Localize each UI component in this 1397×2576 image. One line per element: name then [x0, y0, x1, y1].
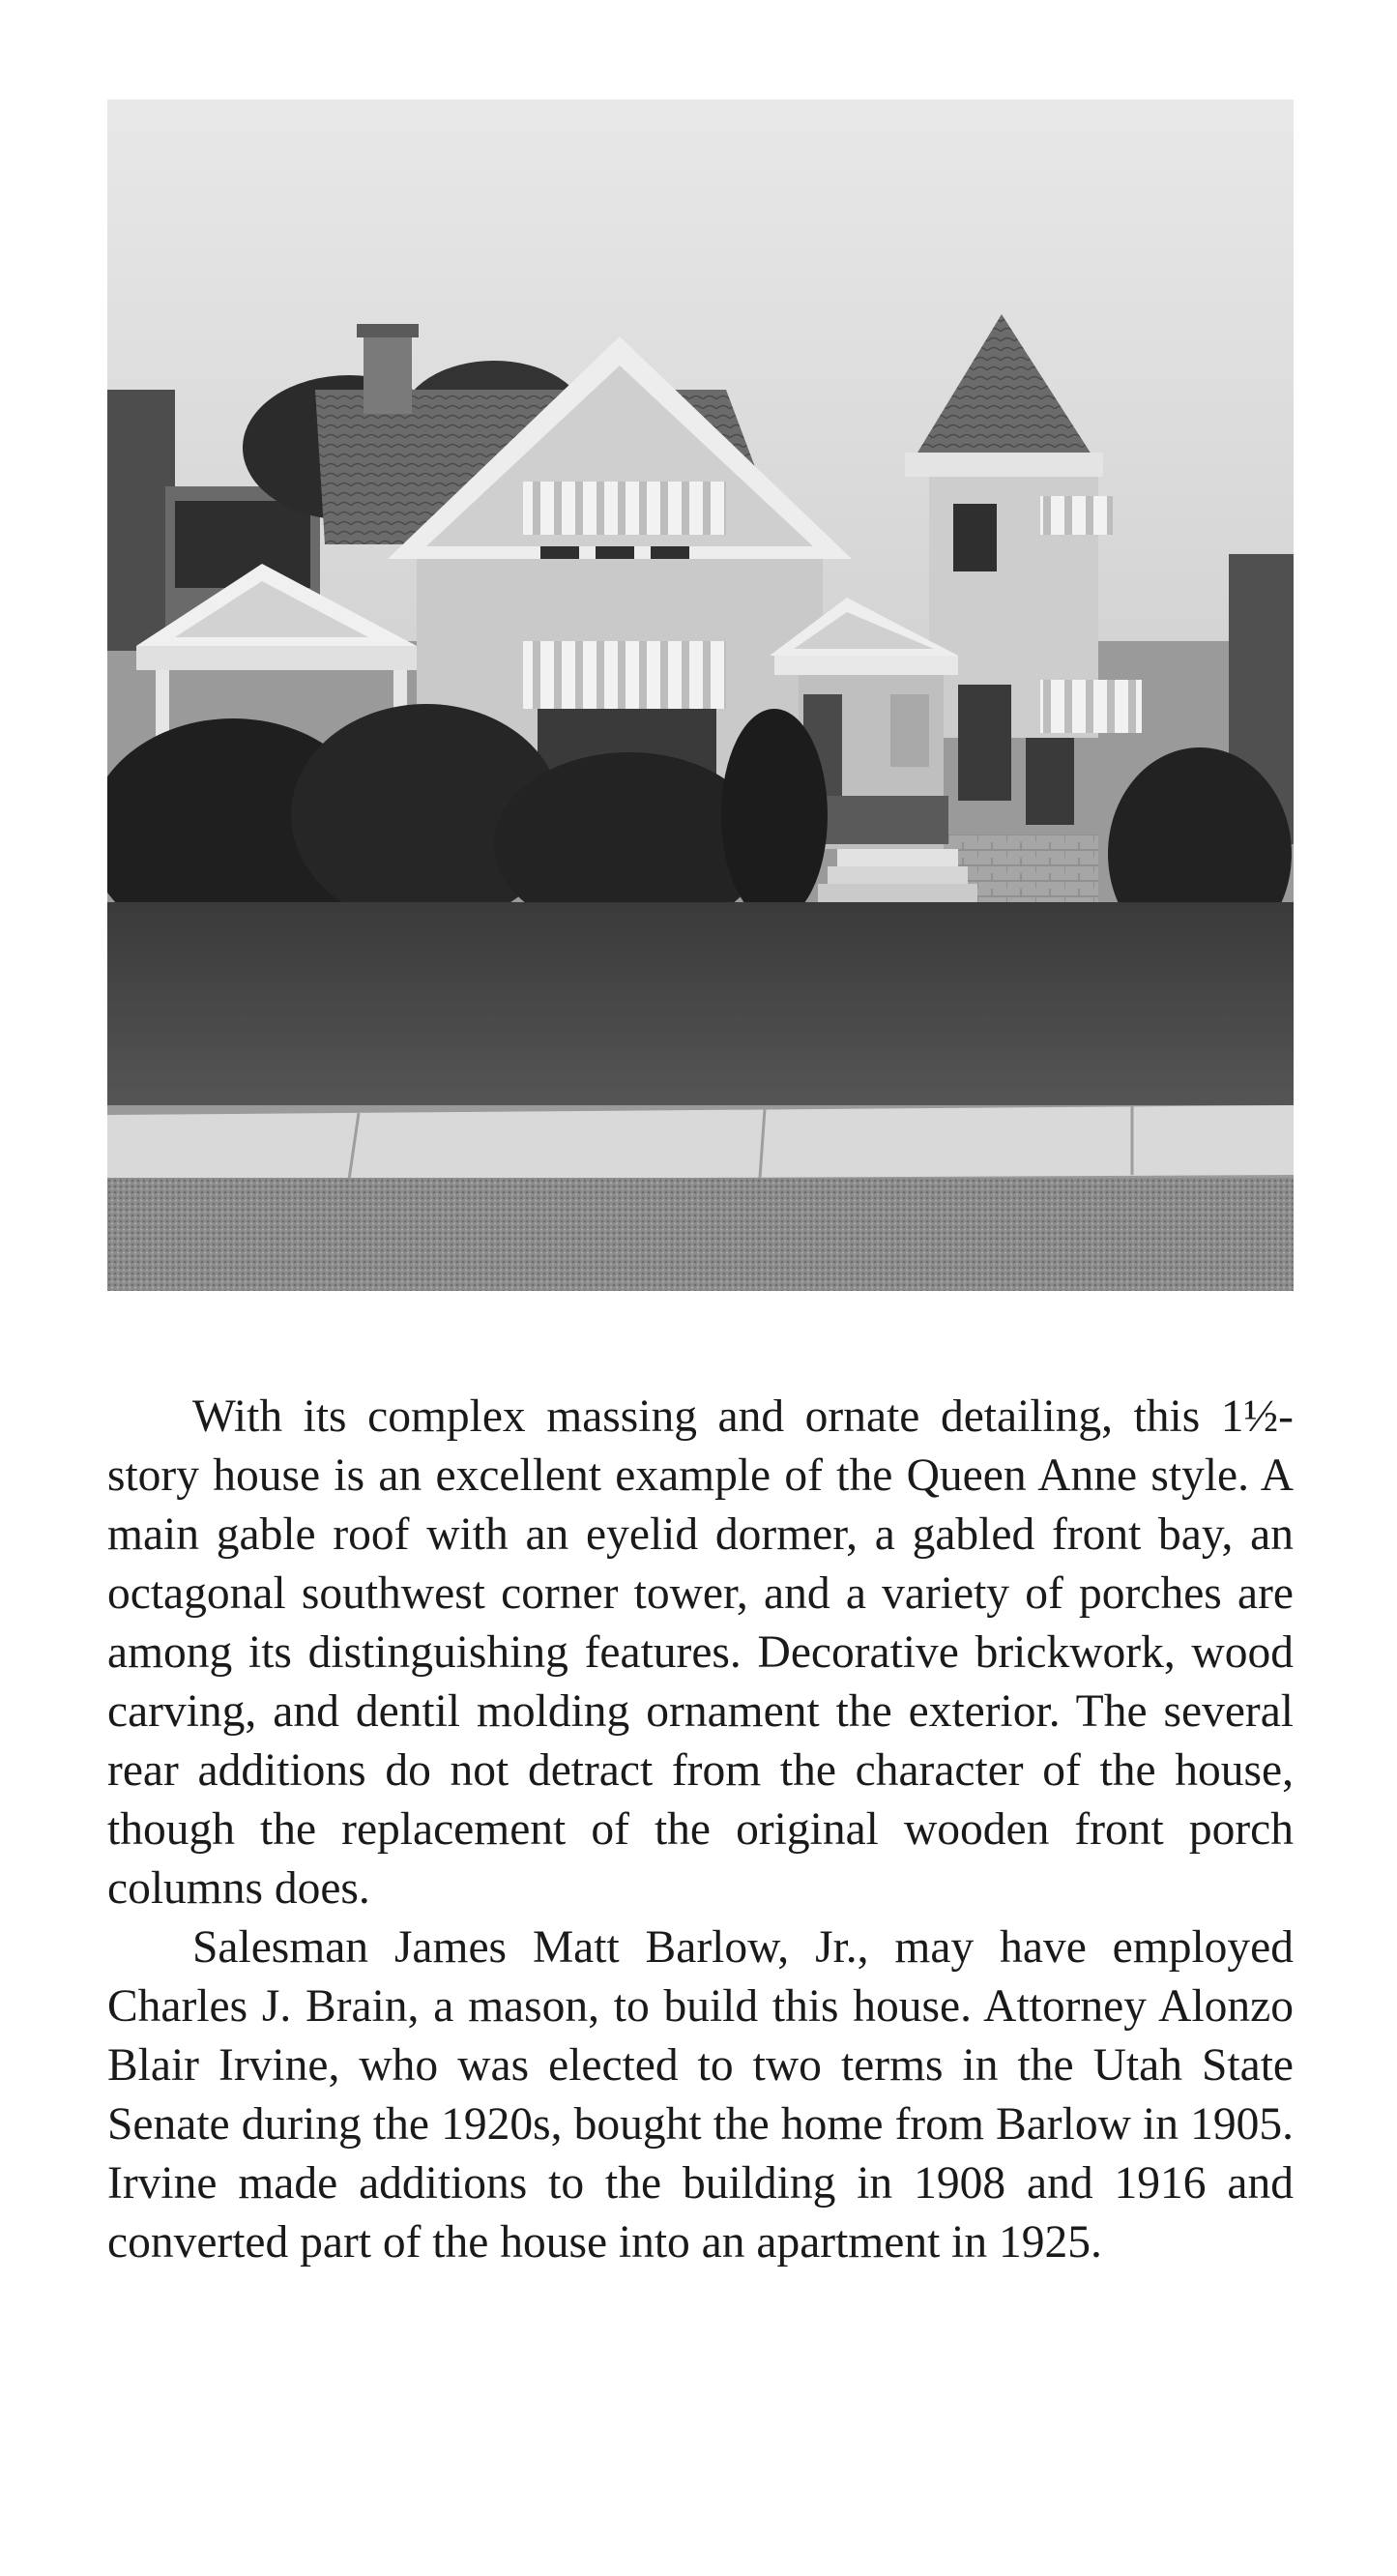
paragraph-description: With its complex massing and ornate detailing, this 1½-story house is an excellent example of the Queen Anne style. A main gable roof with an eyelid dormer, a gabled front bay, an octagonal southwest corner tower, and a variety of porches are among its distinguishing features. Decorative brickwork, wood carving, and dentil molding ornament the exterior. The several rear additions do not detract from the character of the house, though the replacement of the original wooden front porch columns does.	[107, 1391, 1294, 1914]
house-illustration	[107, 100, 1294, 1291]
paragraph-history: Salesman James Matt Barlow, Jr., may have employed Charles J. Brain, a mason, to build this house. Attorney Alonzo Blair Irvine, who was elected to two terms in the Utah State Senate during the 1920s, bought the home from Barlow in 1905. Irvine made additions to the building in 1908 and 1916 and converted part of the house into an apartment in 1925.	[107, 1922, 1294, 2268]
house-photo	[107, 100, 1294, 1291]
body-text	[107, 1388, 1294, 2272]
